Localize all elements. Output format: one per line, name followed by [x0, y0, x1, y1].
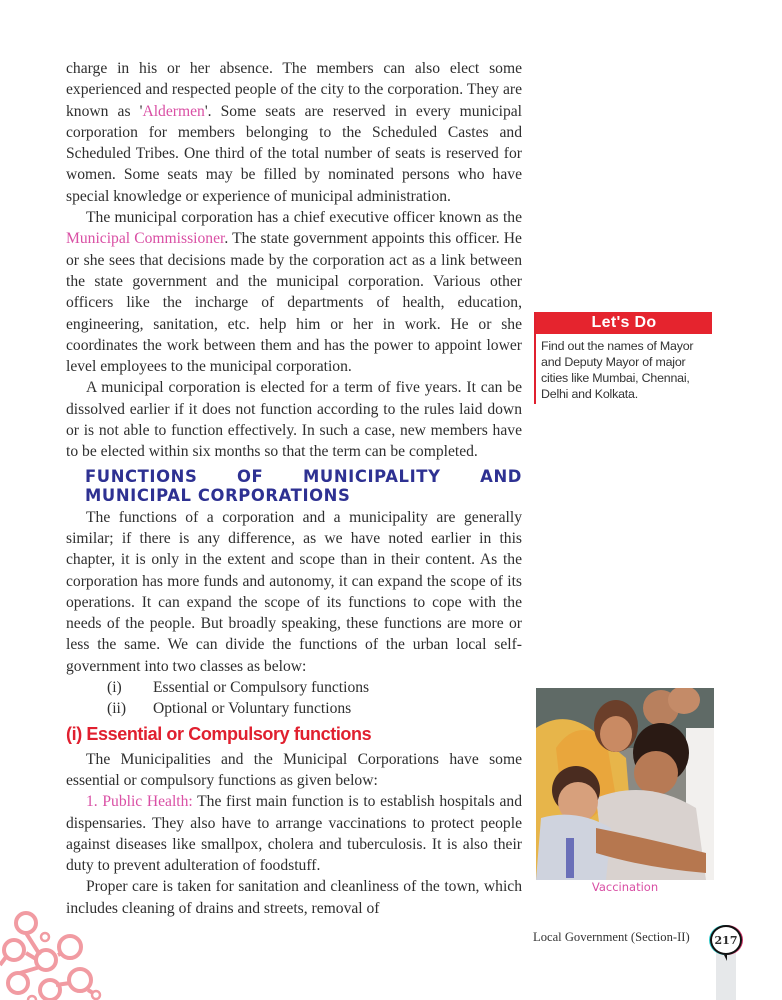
figure-caption: Vaccination	[591, 880, 659, 894]
term-public-health: 1. Public Health:	[86, 793, 193, 811]
term-aldermen: Aldermen	[142, 102, 205, 120]
paragraph-commissioner: The municipal corporation has a chief executive officer known as the Municipal Commissioner. The state government appoints this officer. He or she sees that decisions made by the corporation act as a link between the state government and the municipal corporation. Various other officers like the incharge of departments of health, education, engineering, sanitation, etc. help him or her in work. He or she coordinates the work between them and has the power to appoint lower level employees to the municipal corporation.	[66, 209, 522, 376]
page-number: 217	[710, 925, 742, 955]
main-text-column	[66, 58, 522, 919]
footer-chapter-title: Local Government (Section-II)	[533, 930, 690, 944]
lets-do-title: Let's Do	[536, 312, 712, 334]
paragraph-public-health: 1. Public Health: The first main function is to establish hospitals and dispensaries. They also have to arrange vaccinations to protect people against diseases like smallpox, cholera and tuberculosis. It is also their duty to prevent adulteration of foodstuff.	[66, 793, 522, 875]
list-item: (ii) Optional or Voluntary functions	[107, 700, 352, 718]
lets-do-body: Find out the names of Mayor and Deputy Mayor of major cities like Mumbai, Chennai, Delhi and Kolkata.	[541, 339, 694, 401]
heading-functions: FUNCTIONS OF MUNICIPALITY AND MUNICIPAL CORPORATIONS	[85, 466, 522, 505]
list-item: (i) Essential or Compulsory functions	[107, 679, 370, 697]
paragraph-essential-intro: The Municipalities and the Municipal Corporations have some essential or compulsory functions as given below:	[66, 750, 522, 789]
paragraph-sanitation: Proper care is taken for sanitation and cleanliness of the town, which includes cleaning of drains and streets, removal of	[66, 878, 522, 917]
decorative-circles-icon	[0, 905, 110, 1000]
paragraph-term: A municipal corporation is elected for a term of five years. It can be dissolved earlier if it does not function according to the rules laid down or is not able to function effectively. In such a case, new members have to be elected within six months so that the term can be completed.	[66, 379, 522, 461]
vaccination-photo	[536, 688, 714, 880]
function-classes-list	[66, 677, 522, 720]
vaccination-image-icon	[536, 688, 714, 880]
heading-essential-functions: (i) Essential or Compulsory functions	[66, 723, 372, 744]
lets-do-box	[534, 312, 712, 404]
paragraph-functions: The functions of a corporation and a municipality are generally similar; if there is any difference, as we have noted earlier in this chapter, it is only in the extent and scope than in their content. As the corporation has more funds and autonomy, it can expand the scope of its operations. It can expand the scope of its functions to cope with the needs of the people. But broadly speaking, these functions are more or less the same. We can divide the functions of the urban local self-government into two classes as below:	[66, 508, 522, 675]
term-municipal-commissioner: Municipal Commissioner	[66, 230, 225, 248]
paragraph-aldermen: charge in his or her absence. The members can also elect some experienced and respected people of the city to the corporation. They are known as 'Aldermen'. Some seats are reserved in every municipal corporation for members belonging to the Scheduled Castes and Scheduled Tribes. One third of the total number of seats is reserved for women. Some seats may be filled by nominated persons who have special knowledge or experience of municipal administration.	[66, 60, 523, 205]
